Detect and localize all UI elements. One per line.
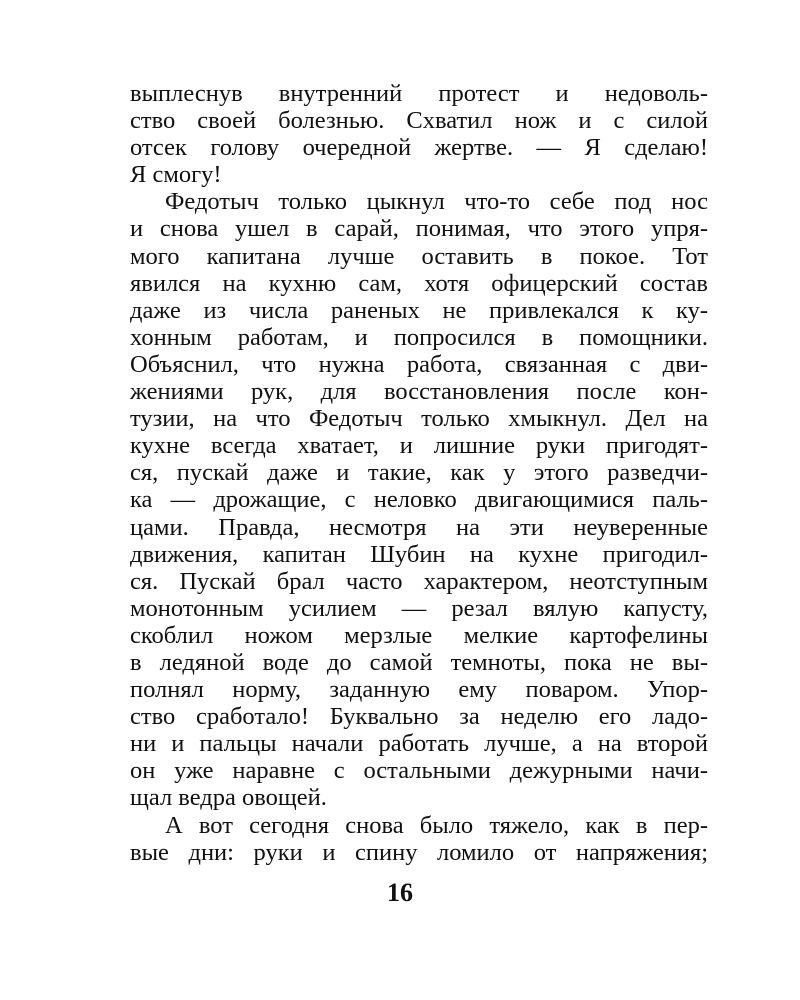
text-line: ни и пальцы начали работать лучше, а на второй [130,730,708,758]
text-line: выплеснув внутренний протест и недоволь- [130,80,708,107]
text-line: хонным работам, и попросился в помощники. [130,323,708,351]
text-line: А вот сегодня снова было тяжело, как в пер- [165,811,708,839]
text-line: ство сработало! Буквально за неделю его ладо- [130,703,708,731]
text-line: ка — дрожащие, с неловко двигающимися паль- [130,486,708,514]
text-line: в ледяной воде до самой темноты, пока не вы- [130,648,708,676]
text-line: щал ведра овощей. [130,784,327,812]
text-line: вые дни: руки и спину ломило от напряжения; [130,838,708,866]
text-line: отсек голову очередной жертве. — Я сделаю! [130,134,708,162]
text-line: кухне всегда хватает, и лишние руки пригодят- [130,432,708,460]
page-number: 16 [387,878,413,907]
text-line: тузии, на что Федотыч только хмыкнул. Дел на [130,405,708,433]
text-line: Я смогу! [130,161,222,189]
text-line: скоблил ножом мерзлые мелкие картофелины [130,621,708,649]
text-line: жениями рук, для восстановления после кон- [130,378,708,406]
text-line: ся. Пускай брал часто характером, неотступным [130,567,708,595]
text-line: полнял норму, заданную ему поваром. Упор- [130,676,708,704]
text-line: Объяснил, что нужна работа, связанная с дви- [130,350,708,378]
text-line: ся, пускай даже и такие, как у этого разведчи- [130,459,708,487]
text-line: цами. Правда, несмотря на эти неуверенные [130,513,708,541]
text-line: и снова ушел в сарай, понимая, что этого упря- [130,215,708,243]
text-line: даже из числа раненых не привлекался к ку- [130,296,708,324]
text-line: движения, капитан Шубин на кухне пригодил- [130,540,708,568]
text-line: он уже наравне с остальными дежурными начи- [130,757,708,785]
text-line: мого капитана лучше оставить в покое. Тот [130,242,708,270]
text-line: монотонным усилием — резал вялую капусту, [130,594,708,622]
text-line: Федотыч только цыкнул что-то себе под нос [165,188,708,216]
text-line: ство своей болезнью. Схватил нож и с силой [130,107,708,135]
text-line: явился на кухню сам, хотя офицерский состав [130,269,708,297]
body-text [130,80,708,866]
